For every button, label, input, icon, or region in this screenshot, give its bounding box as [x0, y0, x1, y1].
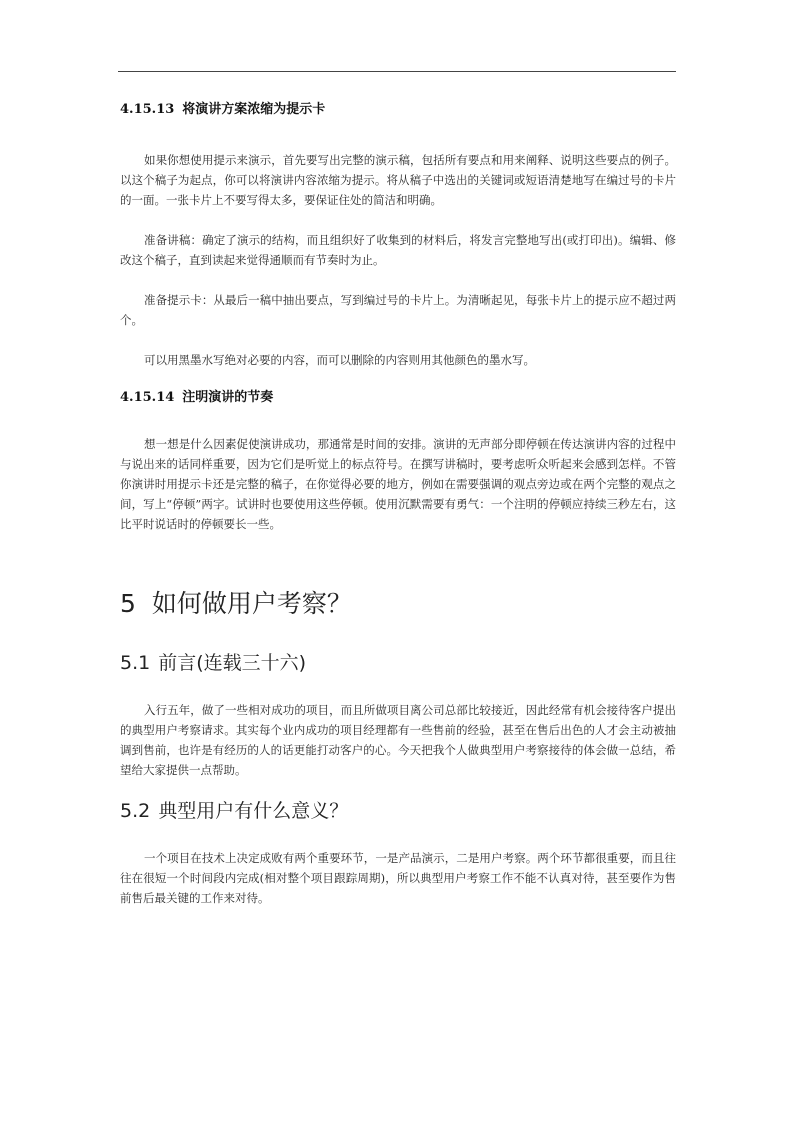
section-number: 5.1 — [120, 652, 151, 674]
section-heading-4-15-13 — [120, 100, 676, 120]
section-number: 5.2 — [120, 800, 151, 822]
section-heading-4-15-14 — [120, 388, 676, 408]
section-title: 将演讲方案浓缩为提示卡 — [182, 102, 326, 117]
paragraph: 如果你想使用提示来演示，首先要写出完整的演示稿，包括所有要点和用来阐释、说明这些要点的例子。以这个稿子为起点，你可以将演讲内容浓缩为提示。将从稿子中选出的关键词或短语清楚地写在编过号的卡片的一面。一张卡片上不要写得太多，要保证住处的简洁和明确。 — [120, 153, 676, 207]
chapter-number: 5 — [120, 589, 136, 618]
section-number: 4.15.13 — [120, 102, 175, 117]
page-cut-edge — [120, 968, 676, 980]
paragraph: 想一想是什么因素促使演讲成功，那通常是时间的安排。演讲的无声部分即停顿在传达演讲内容的过程中与说出来的话同样重要，因为它们是听觉上的标点符号。在撰写讲稿时，要考虑听众听起来会感到怎样。不管你演讲时用提示卡还是完整的稿子，在你觉得必要的地方，例如在需要强调的观点旁边或在两个完整的观点之间，写上“停顿”两字。试讲时也要使用这些停顿。使用沉默需要有勇气：一个注明的停顿应持续三秒左右，这比平时说话时的停顿要长一些。 — [120, 437, 676, 531]
header-rule — [118, 71, 676, 72]
paragraph: 准备讲稿：确定了演示的结构，而且组织好了收集到的材料后，将发言完整地写出(或打印出)。编辑、修改这个稿子，直到读起来觉得通顺而有节奏时为止。 — [120, 233, 676, 267]
section-number: 4.15.14 — [120, 390, 175, 405]
paragraph: 准备提示卡：从最后一稿中抽出要点，写到编过号的卡片上。为清晰起见，每张卡片上的提示应不超过两个。 — [120, 293, 676, 327]
paragraph: 入行五年，做了一些相对成功的项目，而且所做项目离公司总部比较接近，因此经常有机会接待客户提出的典型用户考察请求。其实每个业内成功的项目经理都有一些售前的经验，甚至在售后出色的人才会主动被抽调到售前，也许是有经历的人的话更能打动客户的心。今天把我个人做典型用户考察接待的体会做一总结，希望给大家提供一点帮助。 — [120, 703, 676, 777]
section-title: 注明演讲的节奏 — [182, 390, 274, 405]
document-body — [120, 100, 676, 980]
paragraph: 可以用黑墨水写绝对必要的内容，而可以删除的内容则用其他颜色的墨水写。 — [144, 353, 535, 367]
paragraph: 一个项目在技术上决定成败有两个重要环节，一是产品演示，二是用户考察。两个环节都很重要，而且往往在很短一个时间段内完成(相对整个项目跟踪周期)，所以典型用户考察工作不能不认真对待，甚至要作为售前售后最关键的工作来对待。 — [120, 851, 676, 905]
chapter-title: 如何做用户考察？ — [151, 589, 352, 618]
section-title: 前言(连载三十六) — [158, 652, 307, 674]
section-heading-5-2 — [120, 798, 676, 824]
section-title: 典型用户有什么意义？ — [158, 800, 349, 822]
section-heading-5-1 — [120, 650, 676, 676]
chapter-heading-5 — [120, 586, 676, 622]
